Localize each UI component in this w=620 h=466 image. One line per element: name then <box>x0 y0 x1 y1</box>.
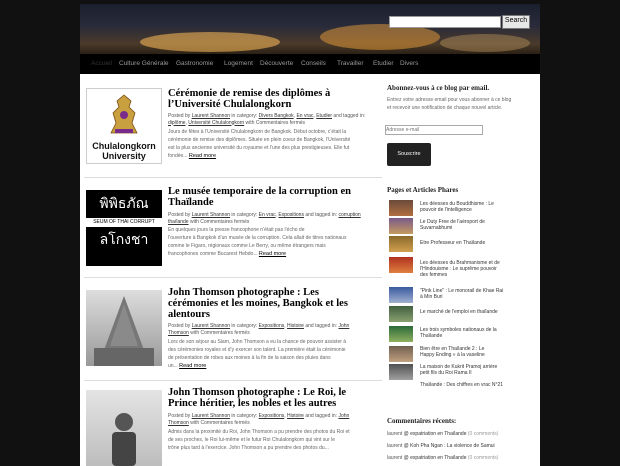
post-excerpt: Admis dans la proximité du Roi, John Thomson a pu prendre des photos du Roi et de ses proches, le Roi lui-même et le futur Roi Chulalongkorn qui vint sur le trône plus tard à l’exercice. John Thomson a pu prendre des photos du... <box>168 429 350 451</box>
post-meta: Posted by Laurent Shannon in category: Divers Bangkok, En vrac, Etudier and tagged in: diplôme, Université Chulalongkorn with Commentaires fermés <box>168 113 366 126</box>
category-link[interactable]: En vrac <box>258 212 276 218</box>
post-thumbnail[interactable] <box>86 390 162 466</box>
article-link[interactable]: La maison de Kukrit Pramoj arrière petit fils du Roi Rama II <box>420 364 498 376</box>
nav-item-decouverte[interactable]: Découverte <box>260 60 294 67</box>
category-link[interactable]: Histoire <box>287 323 304 329</box>
post-meta: Posted by Laurent Shannon in category: En vrac, Expositions and tagged in: corruption thaïlande with Commentaires fermés <box>168 212 361 225</box>
post-1 <box>84 88 378 178</box>
post-meta: Posted by Laurent Shannon in category: Expositions, Histoire and tagged in: John Thomson with Commentaires fermés <box>168 413 350 426</box>
article-thumbnail[interactable] <box>389 287 413 303</box>
subscribe-button[interactable]: Souscrire <box>387 143 431 166</box>
content-area <box>80 74 540 466</box>
read-more-link[interactable]: Read more <box>258 251 287 257</box>
thumbnail-caption: พิพิธภัณ <box>99 196 149 212</box>
author-link[interactable]: Laurent Shannon <box>191 413 231 419</box>
author-link[interactable]: Laurent Shannon <box>191 212 231 218</box>
article-link[interactable]: Bien être en Thaïlande 2 : Le Happy Ending » à la vaseline <box>420 346 485 358</box>
article-link[interactable]: Le marché de l'emploi en thaïlande <box>420 309 498 315</box>
article-thumbnail[interactable] <box>389 326 413 342</box>
article-link[interactable]: Thaïlande : Des chiffres en vrac N°21 <box>420 382 504 388</box>
post-meta: Posted by Laurent Shannon in category: Expositions, Histoire and tagged in: John Thomson with Commentaires fermés <box>168 323 350 336</box>
post-excerpt: En quelques jours la presse francophone n’était pas l’écho de l’ouverture à Bangkok d’un musée de la corruption. Cela allait de titres nationaux comme le Figaro, régionaux comme Le Berry, ou même étrangers mais francophones comme Bucarest Hebdo... Read more <box>168 227 347 257</box>
article-thumbnail[interactable] <box>389 306 413 322</box>
tag-link[interactable]: corruption <box>338 212 361 218</box>
article-link[interactable]: Le Duty Free de l'aéroport de Suvarnabhumi <box>420 219 485 231</box>
author-link[interactable]: Laurent Shannon <box>191 323 231 329</box>
category-link[interactable]: En vrac <box>296 113 314 119</box>
subscribe-heading: Abonnez-vous à ce blog par email. <box>387 84 490 92</box>
nav-item-accueil[interactable]: Accueil <box>91 60 112 67</box>
nav-item-gastronomie[interactable]: Gastronomie <box>176 60 214 67</box>
article-link[interactable]: "Pink Line" : Le monorail de Khae Rai à Min Buri <box>420 288 504 300</box>
nav-item-culture[interactable]: Culture Générale <box>119 60 169 67</box>
article-link[interactable]: Les trois symboles nationaux de la Thaïlande <box>420 327 497 339</box>
thumbnail-caption: Chulalongkorn University <box>92 141 156 161</box>
comments-heading: Commentaires récents: <box>387 417 457 425</box>
divider <box>84 380 382 381</box>
thumbnail-caption: ลโกงชา <box>99 232 149 248</box>
category-link[interactable]: Expositions <box>258 413 285 419</box>
comment-item[interactable]: laurent @ expatriation en Thaïlande (0 comments) <box>387 455 499 461</box>
post-excerpt: Jours de fêtes à l’Université Chulalongkorn de Bangkok. Début octobre, c’était la cérémonie de remise des diplômes. Située en plein coeur de Bangkok, l’Université est la plus ancienne université du royaume et l’une des plus prestigieuses. Elle fut fondée... Read more <box>168 129 351 159</box>
post-title[interactable]: John Thomson photographe : Les cérémonies et les moines, Bangkok et les alentours <box>168 287 348 320</box>
article-link[interactable]: Les déesses du Bouddhisme : Le pouvoir de l'intelligence <box>420 201 494 213</box>
author-link[interactable]: Laurent Shannon <box>191 113 231 119</box>
comment-item[interactable]: laurent @ expatriation en Thaïlande (0 comments) <box>387 431 499 437</box>
post-title[interactable]: Cérémonie de remise des diplômes à l’Université Chulalongkorn <box>168 88 331 110</box>
temple-photo-icon <box>86 290 162 366</box>
article-thumbnail[interactable] <box>389 346 413 362</box>
prince-portrait-icon <box>86 390 162 466</box>
post-thumbnail[interactable] <box>86 88 162 164</box>
tag-link[interactable]: John <box>338 323 350 329</box>
category-link[interactable]: Divers Bangkok <box>258 113 294 119</box>
post-excerpt: Lors de son séjour au Siam, John Thomson a eu la chance de pouvoir assister à des cérémonies royales et d’y exercer son talent. La première était la cérémonie de présentation de robes aux moines à la fin de la saison des pluies dans un... Read more <box>168 339 347 369</box>
post-3 <box>84 287 378 379</box>
popular-heading: Pages et Articles Phares <box>387 186 459 194</box>
nav-item-travailler[interactable]: Travailler <box>337 60 364 67</box>
post-title[interactable]: Le musée temporaire de la corruption en Thaïlande <box>168 186 351 208</box>
divider <box>84 277 382 278</box>
nav-item-divers[interactable]: Divers <box>400 60 419 67</box>
article-thumbnail[interactable] <box>389 200 413 216</box>
article-link[interactable]: Les déesses du Brahmanisme et de l'Hindouisme : Le suprême pouvoir des femmes <box>420 260 500 278</box>
category-link[interactable]: Histoire <box>287 413 304 419</box>
post-thumbnail[interactable] <box>86 190 162 266</box>
article-link[interactable]: Etre Professeur en Thaïlande <box>420 240 486 246</box>
nav-item-logement[interactable]: Logement <box>224 60 253 67</box>
header-banner <box>80 4 540 54</box>
nav-item-conseils[interactable]: Conseils <box>301 60 326 67</box>
article-thumbnail[interactable] <box>389 257 413 273</box>
article-thumbnail[interactable] <box>389 218 413 234</box>
category-link[interactable]: Etudier <box>316 113 333 119</box>
tag-link[interactable]: Thomson <box>168 329 189 336</box>
post-2 <box>84 186 378 276</box>
divider <box>84 177 382 178</box>
post-thumbnail[interactable] <box>86 290 162 366</box>
search-button[interactable]: Search <box>502 15 530 29</box>
category-link[interactable]: Expositions <box>258 323 285 329</box>
thumbnail-caption: SEUM OF THAI CORRUPT <box>86 218 162 227</box>
read-more-link[interactable]: Read more <box>179 363 207 369</box>
read-more-link[interactable]: Read more <box>188 153 217 159</box>
search-input[interactable] <box>389 16 501 28</box>
subscribe-description: Entrez votre adresse email pour vous abonner à ce blog et recevoir une notification de chaque nouvel article. <box>387 97 512 111</box>
post-4 <box>84 387 378 466</box>
email-field[interactable] <box>385 125 483 135</box>
tag-link[interactable]: thaïlande <box>168 218 189 225</box>
tag-link[interactable]: Université Chulalongkorn <box>188 119 245 126</box>
category-link[interactable]: Expositions <box>278 212 304 218</box>
main-nav <box>80 54 540 74</box>
article-thumbnail[interactable] <box>389 236 413 252</box>
tag-link[interactable]: diplôme <box>168 119 186 126</box>
post-title[interactable]: John Thomson photographe : Le Roi, le Prince héritier, les nobles et les autres <box>168 387 347 409</box>
comment-item[interactable]: laurent @ Koh Pha Ngan : La violence de Samui <box>387 443 495 449</box>
nav-item-etudier[interactable]: Etudier <box>373 60 394 67</box>
article-thumbnail[interactable] <box>389 364 413 380</box>
tag-link[interactable]: Thomson <box>168 419 189 426</box>
tag-link[interactable]: John <box>338 413 350 419</box>
